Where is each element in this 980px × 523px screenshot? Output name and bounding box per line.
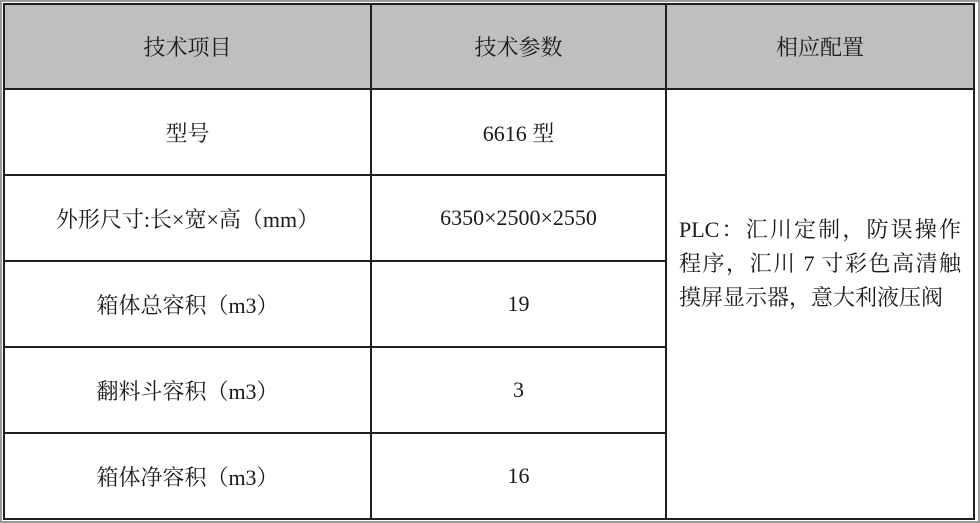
column-header-item: 技术项目 [4, 4, 371, 89]
header-row [4, 4, 974, 89]
spec-item-cell: 翻料斗容积（m3） [4, 347, 371, 433]
column-header-config: 相应配置 [666, 4, 974, 89]
spec-item-cell: 箱体总容积（m3） [4, 261, 371, 347]
spec-param-cell: 16 [371, 433, 666, 519]
spec-param-cell: 6616 型 [371, 89, 666, 175]
technical-spec-table [3, 3, 975, 520]
spec-item-cell: 箱体净容积（m3） [4, 433, 371, 519]
column-header-param: 技术参数 [371, 4, 666, 89]
spec-item-cell: 外形尺寸:长×宽×高（mm） [4, 175, 371, 261]
spec-item-cell: 型号 [4, 89, 371, 175]
config-note-cell: PLC：汇川定制，防误操作程序，汇川 7 寸彩色高清触摸屏显示器，意大利液压阀 [666, 89, 974, 519]
table-row [4, 89, 974, 175]
spec-param-cell: 6350×2500×2550 [371, 175, 666, 261]
spec-param-cell: 3 [371, 347, 666, 433]
spec-param-cell: 19 [371, 261, 666, 347]
